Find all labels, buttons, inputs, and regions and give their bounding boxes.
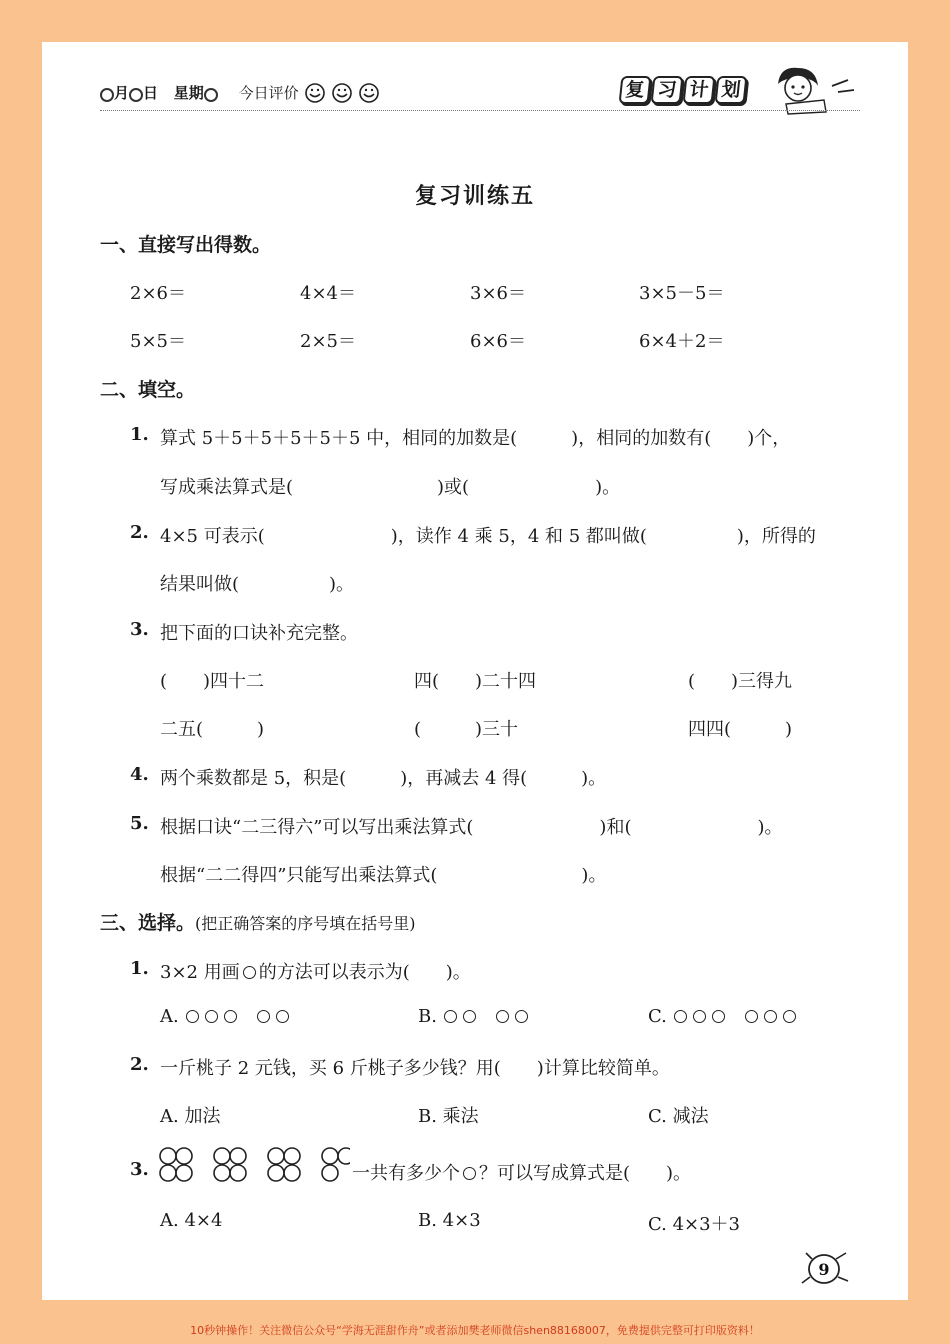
- day-blank: [129, 88, 143, 102]
- rhyme-item: ( )三得九: [688, 671, 793, 692]
- circle-icon: [674, 1010, 687, 1023]
- circle-group: [742, 1006, 799, 1027]
- date-header: [100, 82, 380, 104]
- circle-group: [214, 1148, 246, 1181]
- question-text: 根据口诀“二三得六”可以写出乘法算式( )和( )。: [160, 817, 783, 838]
- calc-item: 6×6＝: [470, 331, 526, 352]
- circle-icon: [214, 1165, 230, 1181]
- circle-icon: [268, 1148, 284, 1164]
- circle-icon: [224, 1010, 237, 1023]
- question-number: 1.: [130, 958, 149, 979]
- circle-icon: [230, 1165, 246, 1181]
- option-b: B. 4×3: [418, 1210, 481, 1231]
- circle-icon: [230, 1148, 246, 1164]
- weekday-blank: [204, 88, 218, 102]
- circle-icon: [515, 1010, 528, 1023]
- option-c: C. 减法: [648, 1106, 709, 1127]
- circle-group: [254, 1006, 292, 1027]
- calc-item: 2×6＝: [130, 283, 186, 304]
- circle-icon: [214, 1148, 230, 1164]
- page-number-badge: [800, 1247, 856, 1287]
- circle-icon: [284, 1165, 300, 1181]
- circle-groups-image: [158, 1145, 350, 1187]
- circle-group: [183, 1006, 240, 1027]
- calc-item: 5×5＝: [130, 331, 186, 352]
- rhyme-item: ( )三十: [414, 719, 519, 740]
- section-2-heading: 二、填空。: [100, 379, 196, 401]
- circle-icon: [444, 1010, 457, 1023]
- circle-group: [268, 1148, 300, 1181]
- circle-icon: [764, 1010, 777, 1023]
- calc-item: 3×5－5＝: [639, 283, 725, 304]
- question-text: 两个乘数都是 5，积是( )，再减去 4 得( )。: [160, 768, 607, 789]
- circle-icon: [160, 1148, 176, 1164]
- calc-item: 2×5＝: [300, 331, 356, 352]
- circle-icon: [322, 1148, 338, 1164]
- calc-item: 4×4＝: [300, 283, 356, 304]
- circle-icon: [783, 1010, 796, 1023]
- circle-icon: [160, 1165, 176, 1181]
- question-text: 算式 5＋5＋5＋5＋5＋5 中，相同的加数是( )，相同的加数有( )个，: [160, 428, 791, 449]
- month-blank: [100, 88, 114, 102]
- circle-icon: [186, 1010, 199, 1023]
- option-a: A. 4×4: [160, 1210, 223, 1231]
- circle-icon: [268, 1165, 284, 1181]
- review-plan-banner: 复 习 计 划: [620, 76, 748, 104]
- question-number: 2.: [130, 1054, 149, 1075]
- weekday-label: 星期: [173, 84, 204, 102]
- page-title: 复习训练五: [414, 183, 535, 209]
- section-3-heading: 三、选择。(把正确答案的序号填在括号里): [100, 912, 416, 934]
- rhyme-item: 四四( ): [688, 719, 793, 740]
- option-b: B. 乘法: [418, 1106, 479, 1127]
- question-number: 1.: [130, 424, 149, 445]
- calc-item: 3×6＝: [470, 283, 526, 304]
- circle-icon: [496, 1010, 509, 1023]
- section-1-heading: 一、直接写出得数。: [100, 234, 272, 256]
- circle-group: [493, 1006, 531, 1027]
- section-3-note: (把正确答案的序号填在括号里): [195, 914, 416, 933]
- circle-group: [160, 1148, 192, 1181]
- option-c: C. 4×3＋3: [648, 1214, 741, 1235]
- circle-icon: [176, 1165, 192, 1181]
- circle-icon: [257, 1010, 270, 1023]
- question-number: 2.: [130, 522, 149, 543]
- question-number: 5.: [130, 813, 149, 834]
- circle-icon: [176, 1148, 192, 1164]
- circle-icon: [745, 1010, 758, 1023]
- option-c: C.: [648, 1006, 799, 1027]
- circle-icon: [338, 1148, 350, 1164]
- rating-label: 今日评价: [238, 84, 299, 102]
- circle-group: [322, 1148, 350, 1181]
- circle-icon: [243, 966, 256, 979]
- girl-reading-icon: [768, 64, 858, 116]
- worksheet-page: [42, 42, 908, 1300]
- option-a: A. 加法: [160, 1106, 221, 1127]
- question-number: 4.: [130, 764, 149, 785]
- rhyme-item: ( )四十二: [160, 671, 265, 692]
- circle-group: [671, 1006, 728, 1027]
- circle-icon: [712, 1010, 725, 1023]
- smiley-rating-icon: [304, 82, 380, 104]
- day-label: 日: [143, 84, 159, 102]
- question-text: 一共有多少个 ？可以写成算式是( )。: [352, 1163, 692, 1184]
- circle-icon: [693, 1010, 706, 1023]
- question-text: 结果叫做( )。: [160, 574, 355, 595]
- rhyme-item: 四( )二十四: [414, 671, 537, 692]
- circle-icon: [205, 1010, 218, 1023]
- option-b: B.: [418, 1006, 531, 1027]
- question-text: 4×5 可表示( )，读作 4 乘 5，4 和 5 都叫做( )，所得的: [160, 526, 816, 547]
- question-text: 一斤桃子 2 元钱，买 6 斤桃子多少钱？用( )计算比较简单。: [160, 1058, 670, 1079]
- circle-icon: [463, 1010, 476, 1023]
- header-rule: [100, 110, 860, 111]
- question-text: 根据“二二得四”只能写出乘法算式( )。: [160, 865, 607, 886]
- question-text: 把下面的口诀补充完整。: [160, 623, 358, 644]
- page-number: 9: [818, 1260, 830, 1279]
- circle-icon: [284, 1148, 300, 1164]
- question-text: 写成乘法算式是( )或( )。: [160, 477, 621, 498]
- question-number: 3.: [130, 619, 149, 640]
- circle-icon: [322, 1165, 338, 1181]
- question-number: 3.: [130, 1159, 149, 1180]
- circle-icon: [276, 1010, 289, 1023]
- circle-group: [441, 1006, 479, 1027]
- rhyme-item: 二五( ): [160, 719, 265, 740]
- footer-notice: 10秒钟操作！关注微信公众号“学海无涯甜作舟”或者添加樊老师微信shen88168007，免费提供完整可打印版资料！: [190, 1324, 760, 1337]
- option-a: A.: [160, 1006, 292, 1027]
- month-label: 月: [114, 84, 130, 102]
- question-text: 3×2 用画 的方法可以表示为( )。: [160, 962, 471, 983]
- circle-icon: [463, 1167, 476, 1180]
- calc-item: 6×4＋2＝: [639, 331, 725, 352]
